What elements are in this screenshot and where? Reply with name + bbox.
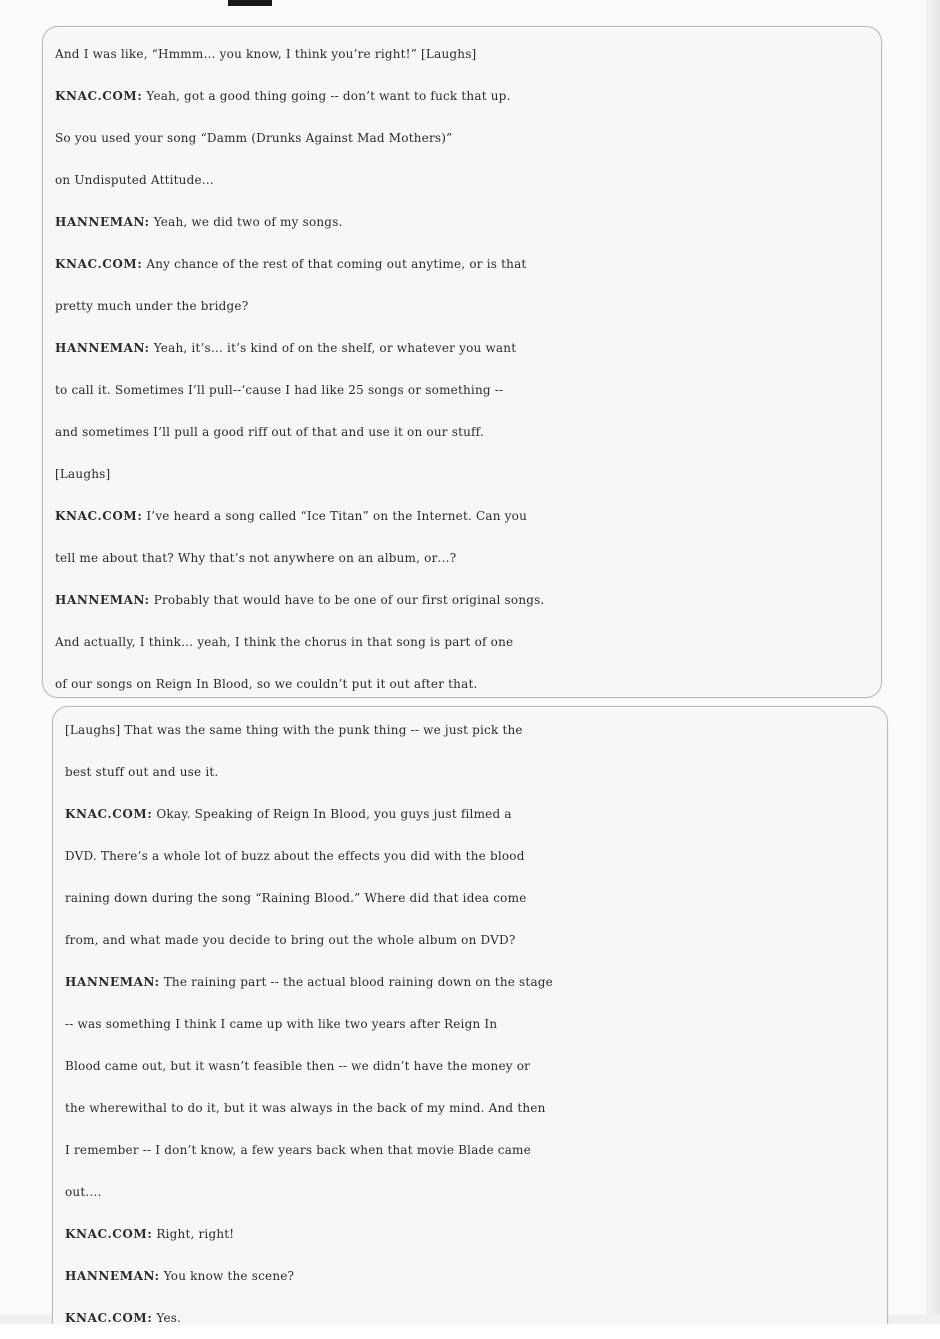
line-text: -- was something I think I came up with like two years after Reign In <box>65 1017 498 1031</box>
interview-clipping-1 <box>42 26 882 698</box>
speaker-label-hanneman: HANNEMAN: <box>55 341 150 355</box>
line-text: best stuff out and use it. <box>65 765 219 779</box>
speaker-label-knac: KNAC.COM: <box>55 257 143 271</box>
line-text: DVD. There’s a whole lot of buzz about the effects you did with the blood <box>65 849 525 863</box>
line-text: [Laughs] <box>55 467 111 481</box>
text-line <box>43 453 881 495</box>
text-line <box>53 877 887 919</box>
text-line <box>43 243 881 285</box>
text-line <box>43 117 881 159</box>
speaker-label-hanneman: HANNEMAN: <box>55 593 150 607</box>
text-line <box>43 495 881 537</box>
speaker-label-hanneman: HANNEMAN: <box>65 1269 160 1283</box>
line-text: Probably that would have to be one of our first original songs. <box>153 593 545 607</box>
line-text: from, and what made you decide to bring out the whole album on DVD? <box>65 933 516 947</box>
text-line <box>53 1297 887 1339</box>
speaker-label-knac: KNAC.COM: <box>65 1227 153 1241</box>
line-text: out…. <box>65 1185 102 1199</box>
text-line <box>53 1129 887 1171</box>
speaker-label-knac: KNAC.COM: <box>55 509 143 523</box>
line-text: Blood came out, but it wasn’t feasible then -- we didn’t have the money or <box>65 1059 531 1073</box>
line-text: Okay. Speaking of Reign In Blood, you guys just filmed a <box>156 807 512 821</box>
line-text: Yeah, we did two of my songs. <box>153 215 343 229</box>
line-text: Any chance of the rest of that coming out anytime, or is that <box>146 257 527 271</box>
speaker-label-knac: KNAC.COM: <box>65 807 153 821</box>
line-text: Yeah, got a good thing going -- don’t want to fuck that up. <box>146 89 511 103</box>
line-text: Yeah, it’s… it’s kind of on the shelf, or whatever you want <box>153 341 517 355</box>
text-line <box>53 751 887 793</box>
line-text: [Laughs] That was the same thing with the punk thing -- we just pick the <box>65 723 523 737</box>
line-text: And I was like, “Hmmm… you know, I think you’re right!” [Laughs] <box>55 47 477 61</box>
text-line <box>53 793 887 835</box>
text-line <box>43 159 881 201</box>
speaker-label-knac: KNAC.COM: <box>55 89 143 103</box>
text-line <box>53 1087 887 1129</box>
line-text: pretty much under the bridge? <box>55 299 249 313</box>
line-text: I remember -- I don’t know, a few years back when that movie Blade came <box>65 1143 531 1157</box>
text-line <box>43 579 881 621</box>
text-line <box>53 961 887 1003</box>
line-text: And actually, I think… yeah, I think the chorus in that song is part of one <box>55 635 514 649</box>
text-line <box>53 1003 887 1045</box>
line-text: of our songs on Reign In Blood, so we couldn’t put it out after that. <box>55 677 478 691</box>
text-line <box>43 663 881 705</box>
text-line <box>43 327 881 369</box>
line-text: the wherewithal to do it, but it was always in the back of my mind. And then <box>65 1101 546 1115</box>
line-text: and sometimes I’ll pull a good riff out of that and use it on our stuff. <box>55 425 484 439</box>
text-line <box>43 201 881 243</box>
line-text: to call it. Sometimes I’ll pull--‘cause I had like 25 songs or something -- <box>55 383 504 397</box>
speaker-label-knac: KNAC.COM: <box>65 1311 153 1325</box>
line-text: raining down during the song “Raining Blood.” Where did that idea come <box>65 891 527 905</box>
line-text: Yes. <box>156 1311 182 1325</box>
line-text: Right, right! <box>156 1227 235 1241</box>
page-edge <box>926 0 940 1324</box>
line-text: on Undisputed Attitude… <box>55 173 214 187</box>
speaker-label-hanneman: HANNEMAN: <box>55 215 150 229</box>
text-line <box>43 33 881 75</box>
line-text: You know the scene? <box>163 1269 295 1283</box>
line-text: So you used your song “Damm (Drunks Against Mad Mothers)” <box>55 131 453 145</box>
text-line <box>53 1045 887 1087</box>
text-line <box>43 75 881 117</box>
line-text: The raining part -- the actual blood raining down on the stage <box>163 975 553 989</box>
text-line <box>53 1255 887 1297</box>
line-text: tell me about that? Why that’s not anywhere on an album, or…? <box>55 551 457 565</box>
text-line <box>53 835 887 877</box>
text-line <box>53 1213 887 1255</box>
text-line <box>53 1171 887 1213</box>
speaker-label-hanneman: HANNEMAN: <box>65 975 160 989</box>
text-line <box>43 411 881 453</box>
page-corner-mark <box>228 0 272 6</box>
text-line <box>53 919 887 961</box>
interview-clipping-2 <box>52 706 888 1324</box>
text-line <box>43 621 881 663</box>
text-line <box>43 285 881 327</box>
text-line <box>43 537 881 579</box>
line-text: I’ve heard a song called “Ice Titan” on the Internet. Can you <box>146 509 528 523</box>
text-line <box>43 369 881 411</box>
text-line <box>53 709 887 751</box>
